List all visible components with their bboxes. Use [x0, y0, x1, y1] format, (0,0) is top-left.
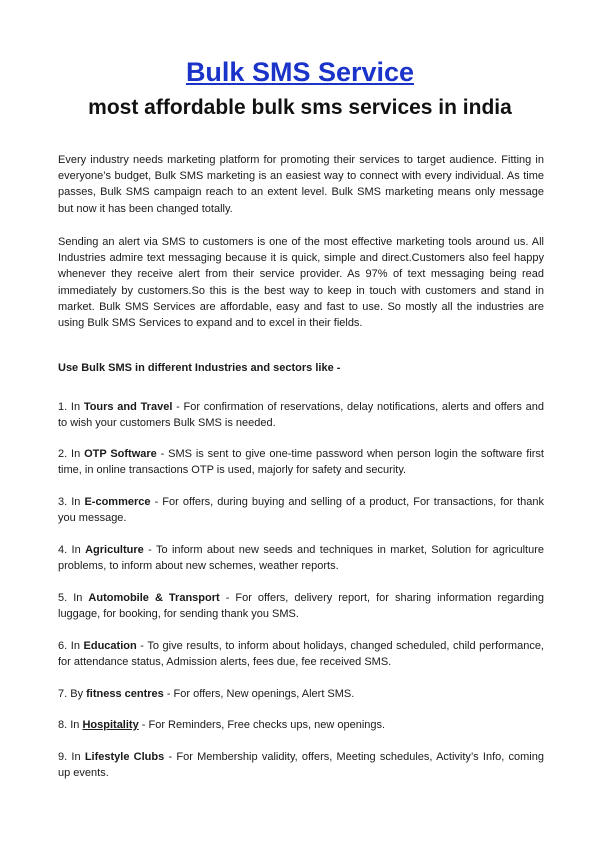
section-heading: Use Bulk SMS in different Industries and sectors like -: [58, 362, 341, 374]
list-item: 4. In Agriculture - To inform about new seeds and techniques in market, Solution for agriculture problems, to inform about new schemes, weather reports.: [58, 544, 544, 573]
alert-paragraph: Sending an alert via SMS to customers is one of the most effective marketing tools around us. All Industries admire text messaging because it is quick, simple and direct.Customers also feel happy whenever they receive alert from their service provider. As 97% of text messaging being read immediately by customers.So this is the best way to keep in touch with customers and stand in market. Bulk SMS Services are affordable, easy and fast to use. So mostly all the industries are using Bulk SMS Services to expand and to excel in their fields.: [58, 236, 544, 330]
list-item: 6. In Education - To give results, to inform about holidays, changed scheduled, child performance, for attendance status, Admission alerts, fees due, fee received SMS.: [58, 640, 544, 669]
intro-paragraph: Every industry needs marketing platform for promoting their services to target audience. Fitting in everyone’s budget, Bulk SMS marketing is an easiest way to connect with every individual. As time passes, Bulk SMS campaign reach to an extent level. Bulk SMS marketing means only message but now it has been changed totally.: [58, 154, 544, 215]
list-item: 5. In Automobile & Transport - For offers, delivery report, for sharing information regarding luggage, for booking, for sending thank you SMS.: [58, 592, 545, 621]
list-item: 9. In Lifestyle Clubs - For Membership validity, offers, Meeting schedules, Activity’s Info, coming up events.: [58, 751, 544, 780]
list-item: 3. In E-commerce - For offers, during buying and selling of a product, For transactions, for thank you message.: [58, 496, 544, 525]
list-item: 1. In Tours and Travel - For confirmation of reservations, delay notifications, alerts and offers and to wish your customers Bulk SMS is needed.: [58, 401, 544, 430]
list-item: 2. In OTP Software - SMS is sent to give one-time password when person login the software first time, in online transactions OTP is used, majorly for safety and security.: [58, 448, 544, 477]
page-subtitle: most affordable bulk sms services in india: [88, 96, 512, 119]
list-item: 8. In Hospitality - For Reminders, Free checks ups, new openings.: [58, 719, 386, 731]
list-item: 7. By fitness centres - For offers, New openings, Alert SMS.: [58, 688, 355, 700]
page-title: Bulk SMS Service: [185, 57, 415, 87]
